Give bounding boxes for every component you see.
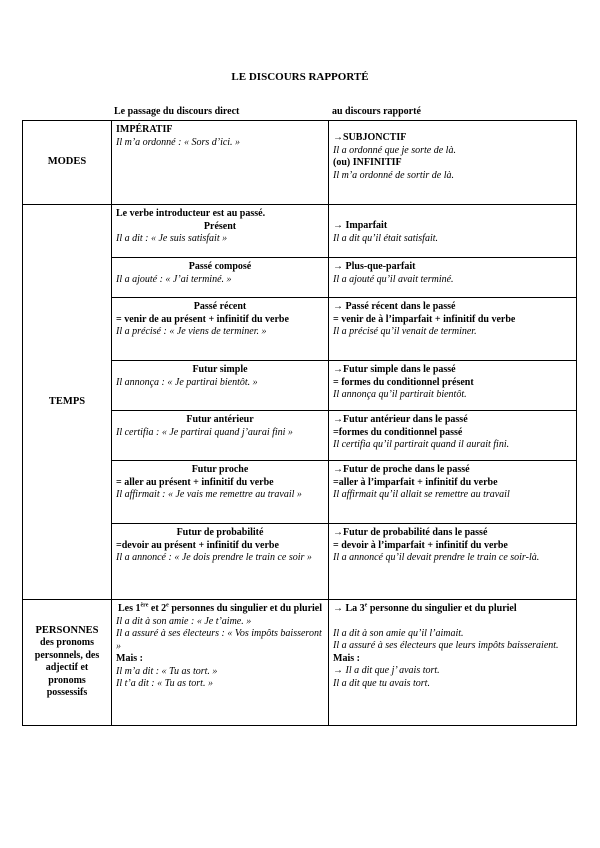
example: Il a dit que tu avais tort. xyxy=(333,677,430,689)
rule-title: → Passé récent dans le passé xyxy=(333,301,456,312)
example: Il m’a ordonné : « Sors d’ici. » xyxy=(116,136,241,148)
cell-indirect xyxy=(329,121,577,205)
category-sublabel: des pronoms personnels, des adjectif et pronoms possessifs xyxy=(34,637,100,699)
rule-title: →Futur de probabilité dans le passé xyxy=(333,527,488,538)
cell-direct xyxy=(112,258,329,298)
cell-indirect xyxy=(329,361,577,411)
cell-indirect xyxy=(329,205,577,258)
example: Il a assuré à ses électeurs : « Vos impôts baisseront » xyxy=(116,628,322,652)
example: Il certifia : « Je partirai quand j’aurai fini » xyxy=(116,426,293,438)
rule-title: Futur proche xyxy=(191,464,249,475)
example: Il a dit à son amie : « Je t’aime. » xyxy=(116,615,252,627)
cell-indirect xyxy=(329,600,577,726)
example: Il a annoncé qu’il devait prendre le train ce soir-là. xyxy=(333,552,540,563)
rule-alt: (ou) INFINITIF xyxy=(333,157,402,168)
example: Il annonça : « Je partirai bientôt. » xyxy=(116,376,258,388)
cell-direct xyxy=(112,121,329,205)
rule-title: IMPÉRATIF xyxy=(116,124,173,135)
rule-title: →Futur simple dans le passé xyxy=(333,364,456,375)
example: Il affirmait : « Je vais me remettre au travail » xyxy=(116,489,302,500)
mais-label: Mais : xyxy=(116,653,143,664)
category-temps: TEMPS xyxy=(23,205,112,600)
category-label: PERSONNES xyxy=(35,625,99,637)
rule-title: Futur simple xyxy=(192,364,248,375)
cell-direct xyxy=(112,361,329,411)
example: Il a ordonné que je sorte de là. xyxy=(333,144,456,156)
example: Il annonça qu’il partirait bientôt. xyxy=(333,389,467,400)
column-header-indirect: au discours rapporté xyxy=(332,106,421,117)
mais-label: Mais : xyxy=(333,652,360,664)
rule-formula: = aller au présent + infinitif du verbe xyxy=(116,476,274,488)
table-row xyxy=(23,121,577,205)
example: Il affirmait qu’il allait se remettre au travail xyxy=(333,489,510,500)
cell-direct xyxy=(112,411,329,461)
category-modes: MODES xyxy=(23,121,112,205)
rule-formula: =devoir au présent + infinitif du verbe xyxy=(116,539,279,551)
rule-title: →Futur de proche dans le passé xyxy=(333,464,470,475)
table-row xyxy=(23,205,577,258)
example: Il a annoncé : « Je dois prendre le train ce soir » xyxy=(116,552,312,563)
rule-title: Passé composé xyxy=(188,261,252,272)
example: Il a dit à son amie qu’il l’aimait. xyxy=(333,627,464,639)
category-personnes xyxy=(23,600,112,726)
cell-direct xyxy=(112,461,329,524)
cell-indirect xyxy=(329,524,577,600)
table-row xyxy=(23,600,577,726)
example: Il a assuré à ses électeurs que leurs impôts baisseraient. xyxy=(333,640,559,651)
example: Il t’a dit : « Tu as tort. » xyxy=(116,678,213,689)
rule-formula: =aller à l’imparfait + infinitif du verbe xyxy=(333,476,498,488)
rule-formula: = venir de à l’imparfait + infinitif du verbe xyxy=(333,313,516,325)
rule-formula: = formes du conditionnel présent xyxy=(333,376,474,388)
rule-formula: =formes du conditionnel passé xyxy=(333,426,463,438)
cell-indirect xyxy=(329,461,577,524)
rule-formula: = devoir à l’imparfait + infinitif du verbe xyxy=(333,539,508,551)
rule-formula: = venir de au présent + infinitif du verbe xyxy=(116,313,289,325)
cell-direct xyxy=(112,600,329,726)
page-title: LE DISCOURS RAPPORTÉ xyxy=(231,71,369,83)
discours-table xyxy=(22,120,577,726)
column-header-direct: Le passage du discours direct xyxy=(114,106,240,117)
cell-indirect xyxy=(329,298,577,361)
cell-indirect xyxy=(329,411,577,461)
example: Il a ajouté qu’il avait terminé. xyxy=(333,273,454,285)
example: Il m’a dit : « Tu as tort. » xyxy=(116,665,218,677)
cell-indirect xyxy=(329,258,577,298)
rule-title: → Imparfait xyxy=(333,220,388,231)
example: Il m’a ordonné de sortir de là. xyxy=(333,169,455,181)
example: Il certifia qu’il partirait quand il aurait fini. xyxy=(333,439,510,450)
rule-title: Les 1ère et 2e personnes du singulier et du pluriel xyxy=(117,602,323,614)
example: Il a dit qu’il était satisfait. xyxy=(333,232,438,244)
rule-title: Passé récent xyxy=(193,301,247,312)
rule-title: Futur antérieur xyxy=(186,414,254,425)
example: Il a précisé : « Je viens de terminer. » xyxy=(116,326,267,337)
example: Il a dit : « Je suis satisfait » xyxy=(116,233,228,244)
rule-title: →SUBJONCTIF xyxy=(333,132,407,143)
cell-direct xyxy=(112,298,329,361)
example: Il a précisé qu’il venait de terminer. xyxy=(333,326,477,337)
rule-title: Futur de probabilité xyxy=(176,527,264,538)
example: → Il a dit que j’ avais tort. xyxy=(333,665,440,676)
rule-title: Présent xyxy=(203,220,237,232)
cell-direct xyxy=(112,205,329,258)
cell-direct xyxy=(112,524,329,600)
intro-note: Le verbe introducteur est au passé. xyxy=(116,208,266,219)
rule-title: → Plus-que-parfait xyxy=(333,261,416,272)
example: Il a ajouté : « J’ai terminé. » xyxy=(116,273,232,285)
rule-title: → La 3e personne du singulier et du pluriel xyxy=(333,602,517,614)
rule-title: →Futur antérieur dans le passé xyxy=(333,414,468,425)
